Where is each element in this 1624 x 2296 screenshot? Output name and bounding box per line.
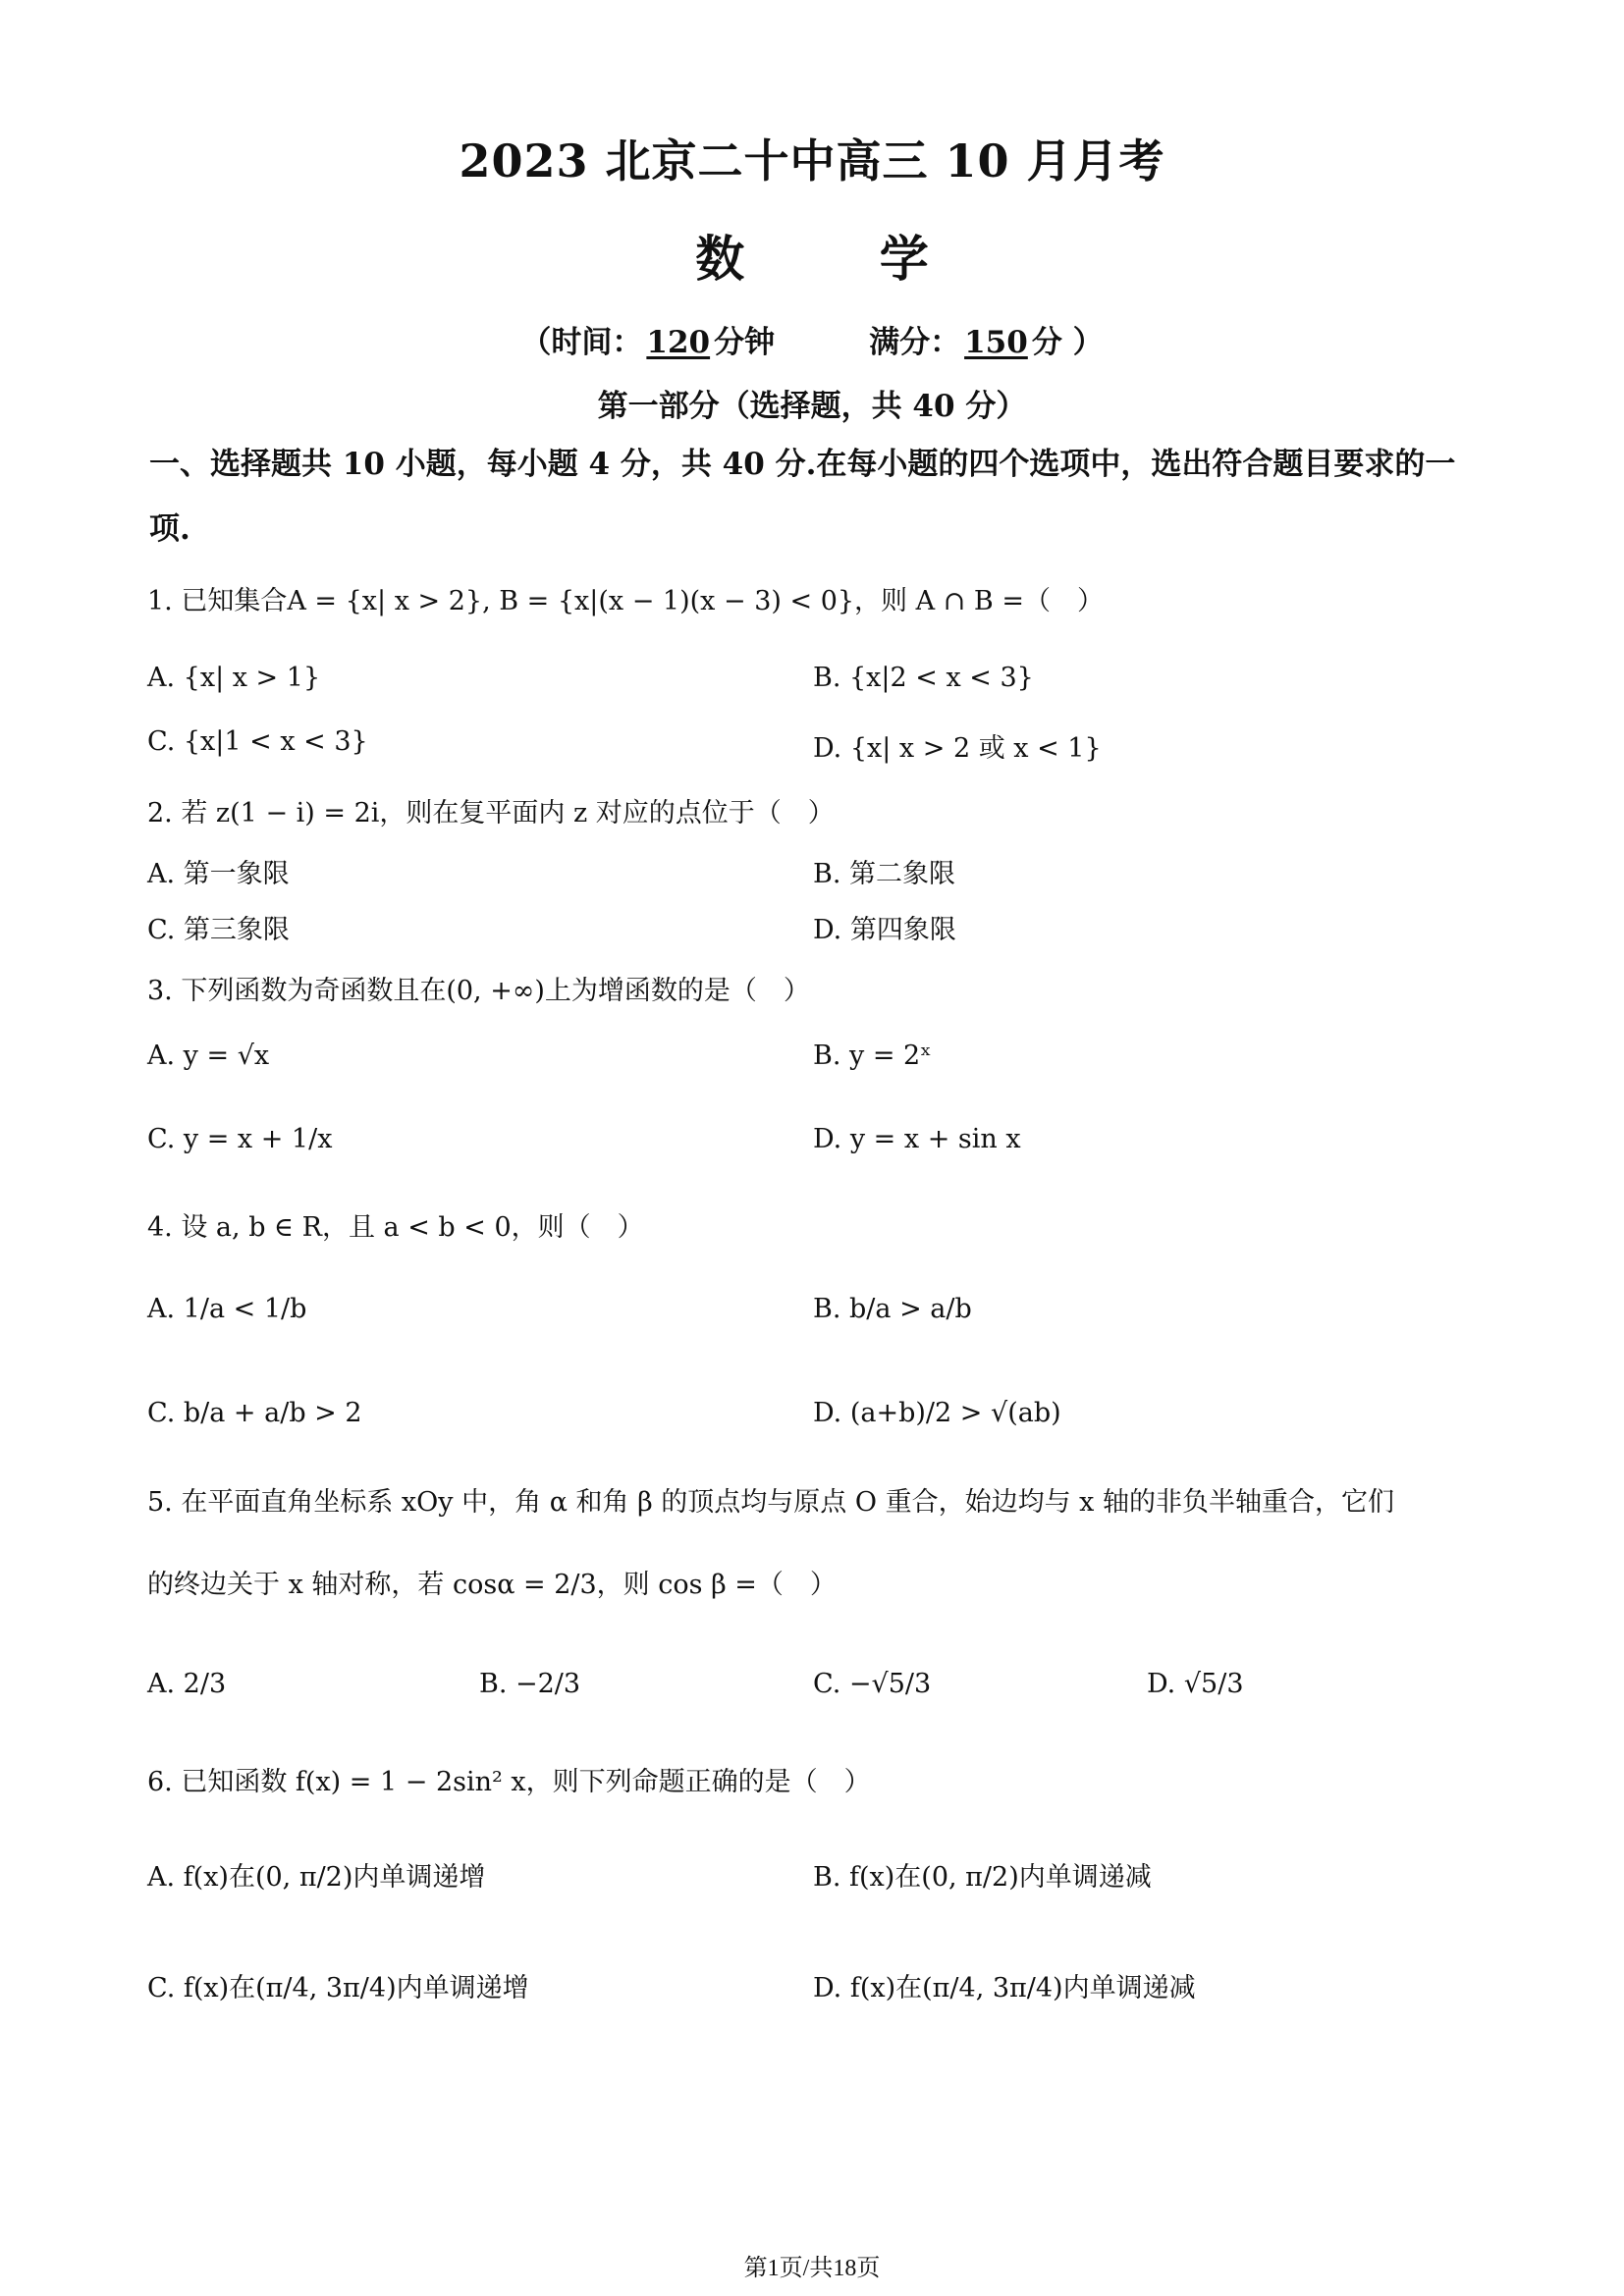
question-5-option-c: C. −√5/3 <box>813 1669 932 1699</box>
question-6-option-d: D. f(x)在(π/4, 3π/4)内单调递减 <box>813 1973 1196 2003</box>
question-4-option-c: C. b/a + a/b > 2 <box>147 1398 362 1428</box>
time-label: （时间： <box>520 325 643 360</box>
subject-title: 数 学 <box>695 230 988 288</box>
question-2-stem: 2. 若 z(1 − i) = 2i，则在复平面内 z 对应的点位于（ ） <box>147 798 835 828</box>
page-number: 第1页/共18页 <box>743 2256 881 2281</box>
question-5-option-b: B. −2/3 <box>479 1669 581 1699</box>
question-6-option-b: B. f(x)在(0, π/2)内单调递减 <box>813 1862 1152 1893</box>
question-1-option-a: A. {x| x > 1} <box>147 663 321 693</box>
question-6-option-c: C. f(x)在(π/4, 3π/4)内单调递增 <box>147 1973 529 2003</box>
question-3-option-d: D. y = x + sin x <box>813 1124 1021 1154</box>
question-5-stem-line-1: 5. 在平面直角坐标系 xOy 中，角 α 和角 β 的顶点均与原点 O 重合，始边均与 x 轴的非负半轴重合，它们 <box>147 1487 1394 1518</box>
question-6-stem: 6. 已知函数 f(x) = 1 − 2sin² x，则下列命题正确的是（ ） <box>147 1767 871 1797</box>
score-label: 满分： <box>869 325 961 360</box>
question-3-option-c: C. y = x + 1/x <box>147 1124 333 1154</box>
time-value: 120 <box>646 325 711 360</box>
question-1-option-d: D. {x| x > 2 或 x < 1} <box>813 733 1102 764</box>
part-heading: 第一部分（选择题，共 40 分） <box>597 389 1027 424</box>
question-3-stem: 3. 下列函数为奇函数且在(0, +∞)上为增函数的是（ ） <box>147 976 810 1006</box>
question-4-stem: 4. 设 a, b ∈ R，且 a < b < 0，则（ ） <box>147 1212 644 1243</box>
question-6-option-a: A. f(x)在(0, π/2)内单调递增 <box>147 1862 486 1893</box>
question-2-option-c: C. 第三象限 <box>147 915 290 945</box>
question-1-option-b: B. {x|2 < x < 3} <box>813 663 1034 693</box>
question-5-option-d: D. √5/3 <box>1147 1669 1244 1699</box>
question-5-option-a: A. 2/3 <box>147 1669 227 1699</box>
question-4-option-b: B. b/a > a/b <box>813 1294 972 1324</box>
question-3-option-a: A. y = √x <box>147 1041 270 1071</box>
question-4-option-a: A. 1/a < 1/b <box>147 1294 307 1324</box>
question-5-stem-line-2: 的终边关于 x 轴对称，若 cosα = 2/3，则 cos β =（ ） <box>147 1570 837 1600</box>
score-value: 150 <box>964 325 1028 360</box>
score-unit: 分 ） <box>1031 325 1104 360</box>
question-1-stem: 1. 已知集合A = {x| x > 2}, B = {x|(x − 1)(x − 3) < 0}，则 A ∩ B =（ ） <box>147 586 1104 616</box>
question-4-option-d: D. (a+b)/2 > √(ab) <box>813 1398 1061 1428</box>
section-heading: 一、选择题共 10 小题，每小题 4 分，共 40 分.在每小题的四个选项中，选出符合题目要求的一项. <box>149 447 1456 547</box>
question-2-option-d: D. 第四象限 <box>813 915 956 945</box>
question-1-option-c: C. {x|1 < x < 3} <box>147 726 368 757</box>
question-2-option-a: A. 第一象限 <box>147 859 290 889</box>
exam-title: 2023 北京二十中高三 10 月月考 <box>459 134 1165 187</box>
question-2-option-b: B. 第二象限 <box>813 859 956 889</box>
question-3-option-b: B. y = 2ˣ <box>813 1041 932 1071</box>
time-unit: 分钟 <box>714 325 776 360</box>
exam-info <box>0 317 1624 361</box>
